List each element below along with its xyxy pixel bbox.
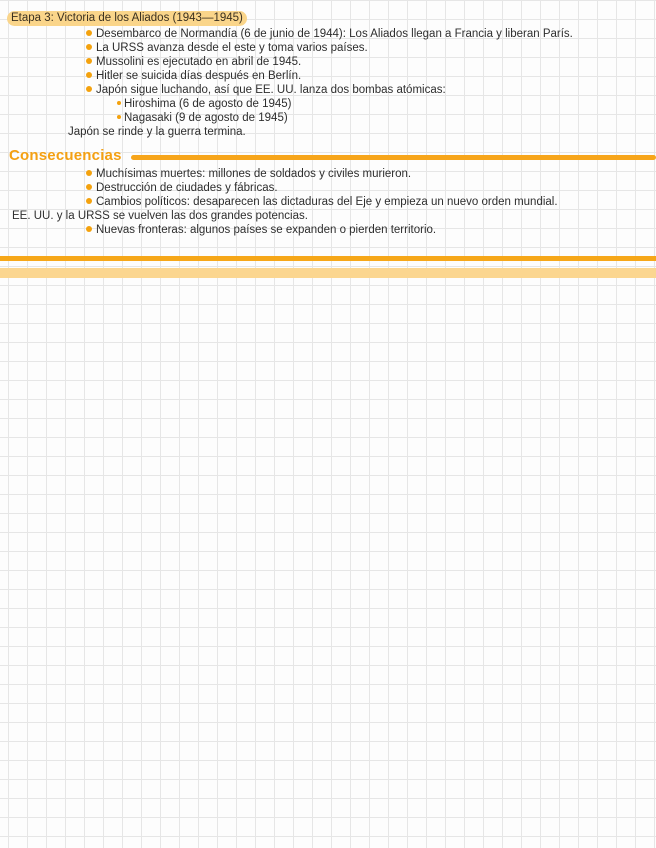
consecuencias-heading: Consecuencias [9, 147, 122, 164]
divider [0, 256, 656, 261]
closing-text: Japón se rinde y la guerra termina. [68, 126, 246, 138]
list-item [86, 195, 558, 209]
sub-list-item-text: Nagasaki (9 de agosto de 1945) [124, 112, 288, 124]
bullet-icon [86, 44, 92, 50]
list-item-text: Desembarco de Normandía (6 de junio de 1944): Los Aliados llegan a Francia y liberan París. [96, 28, 573, 40]
list-item [86, 27, 573, 41]
continuation-text: EE. UU. y la URSS se vuelven las dos grandes potencias. [12, 210, 308, 222]
bullet-icon [86, 198, 92, 204]
list-item [86, 69, 301, 83]
list-item-text: Destrucción de ciudades y fábricas. [96, 182, 278, 194]
list-item [86, 41, 368, 55]
list-item-text: Muchísimas muertes: millones de soldados y civiles murieron. [96, 168, 412, 180]
list-item [86, 83, 446, 97]
divider-highlight [0, 268, 656, 278]
list-item-text: Hitler se suicida días después en Berlín. [96, 70, 302, 82]
list-item [86, 55, 301, 69]
bullet-icon [86, 170, 92, 176]
bullet-icon [86, 86, 92, 92]
bullet-icon [117, 115, 121, 119]
list-item [86, 181, 278, 195]
bullet-icon [86, 72, 92, 78]
bullet-icon [86, 226, 92, 232]
list-item-text: La URSS avanza desde el este y toma varios países. [96, 42, 368, 54]
heading-underline [131, 155, 656, 160]
list-item [86, 167, 411, 181]
bullet-icon [86, 30, 92, 36]
bullet-icon [86, 58, 92, 64]
bullet-icon [86, 184, 92, 190]
bullet-icon [117, 101, 121, 105]
sub-list-item-text: Hiroshima (6 de agosto de 1945) [124, 98, 292, 110]
etapa-3-title: Etapa 3: Victoria de los Aliados (1943—1945) [7, 11, 247, 26]
list-item-text: Mussolini es ejecutado en abril de 1945. [96, 56, 302, 68]
list-item [86, 223, 436, 237]
sub-list-item [117, 111, 288, 125]
list-item-text: Nuevas fronteras: algunos países se expanden o pierden territorio. [96, 224, 437, 236]
list-item-text: Cambios políticos: desaparecen las dictaduras del Eje y empieza un nuevo orden mundial. [96, 196, 558, 208]
sub-list-item [117, 97, 292, 111]
list-item-text: Japón sigue luchando, así que EE. UU. lanza dos bombas atómicas: [96, 84, 446, 96]
